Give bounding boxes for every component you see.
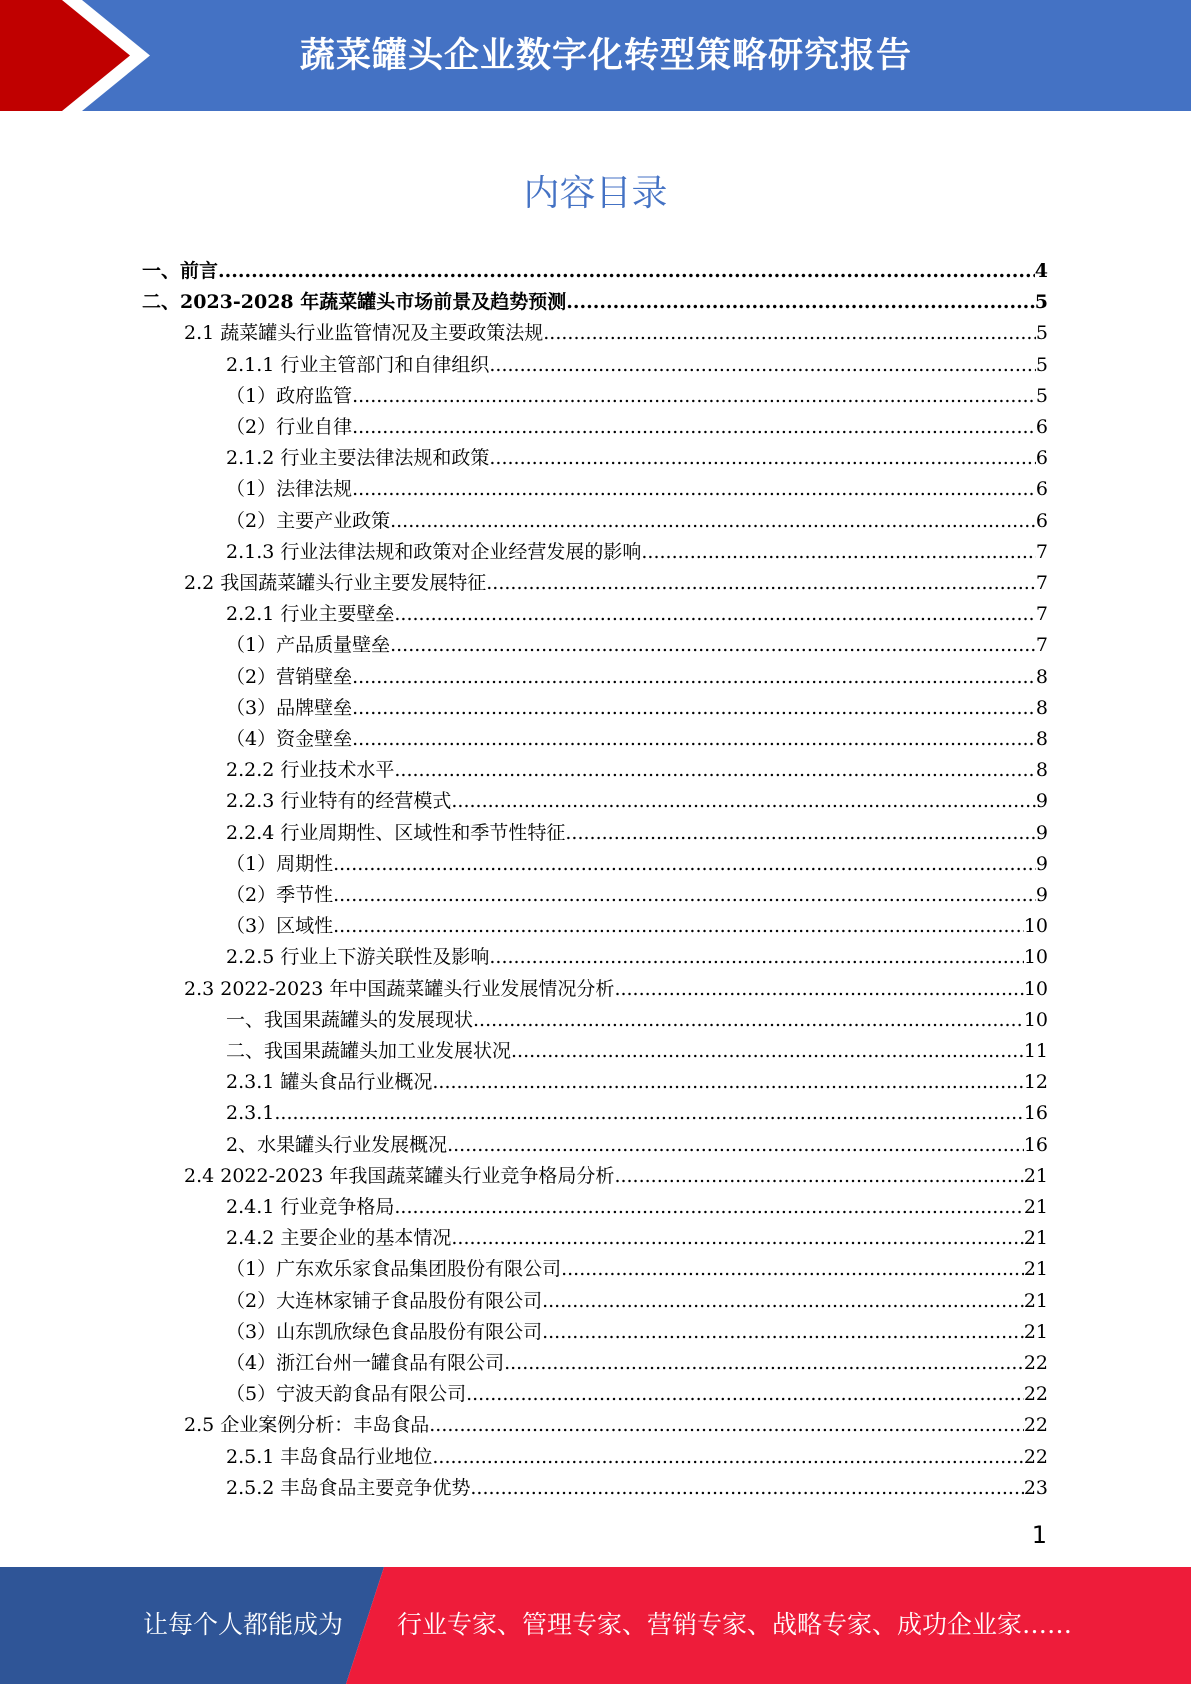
header-chevron-decoration — [0, 0, 160, 111]
toc-entry[interactable] — [226, 845, 1048, 876]
toc-entry-label: 2.2.1 行业主要壁垒 — [226, 603, 395, 626]
toc-entry-label: 2.4.1 行业竞争格局 — [226, 1196, 395, 1218]
toc-entry[interactable] — [226, 689, 1048, 720]
toc-entry-page: 21 — [1023, 1289, 1048, 1312]
toc-entry-label: 2.3.1 — [226, 1102, 275, 1125]
toc-entry-label: 2.2 我国蔬菜罐头行业主要发展特征 — [184, 572, 487, 594]
page-number: 1 — [1031, 1521, 1047, 1549]
toc-leader-dots — [486, 571, 1036, 595]
toc-entry-label: 2.5.2 丰岛食品主要竞争优势 — [226, 1476, 471, 1499]
toc-leader-dots — [390, 633, 1036, 657]
toc-leader-dots — [432, 1070, 1023, 1094]
toc-entry-page: 12 — [1023, 1071, 1048, 1094]
toc-entry-label: （1）周期性 — [226, 852, 334, 875]
toc-entry-page: 5 — [1035, 322, 1048, 345]
toc-entry[interactable] — [226, 907, 1048, 938]
toc-entry[interactable] — [226, 1188, 1048, 1219]
toc-leader-dots — [429, 1413, 1024, 1437]
toc-entry-page: 9 — [1035, 821, 1048, 844]
toc-entry-page: 10 — [1023, 915, 1048, 938]
toc-entry-page: 5 — [1035, 384, 1048, 407]
toc-entry-page: 22 — [1023, 1383, 1048, 1406]
toc-entry[interactable] — [226, 470, 1048, 501]
toc-entry-page: 21 — [1023, 1164, 1048, 1187]
toc-entry[interactable] — [226, 782, 1048, 813]
toc-heading: 内容目录 — [523, 173, 668, 214]
toc-entry-label: （4）资金壁垒 — [226, 728, 353, 750]
toc-entry-page: 11 — [1023, 1040, 1048, 1062]
toc-entry[interactable] — [226, 439, 1048, 470]
toc-leader-dots — [394, 602, 1036, 626]
toc-leader-dots — [352, 696, 1036, 720]
toc-entry[interactable] — [226, 1344, 1048, 1375]
toc-entry[interactable] — [226, 1313, 1048, 1344]
toc-entry[interactable] — [226, 938, 1048, 969]
footer-band — [0, 1567, 1191, 1684]
toc-entry-page: 16 — [1023, 1102, 1048, 1125]
toc-leader-dots — [470, 1476, 1023, 1500]
toc-entry[interactable] — [226, 533, 1048, 564]
toc-entry-label: 2.1 蔬菜罐头行业监管情况及主要政策法规 — [184, 322, 544, 345]
toc-leader-dots — [218, 259, 1035, 283]
toc-entry[interactable] — [184, 1157, 1048, 1188]
toc-entry[interactable] — [142, 283, 1048, 314]
toc-leader-dots — [394, 758, 1036, 782]
toc-entry[interactable] — [184, 970, 1048, 1001]
toc-entry[interactable] — [184, 564, 1048, 595]
header-band — [0, 0, 1191, 111]
toc-leader-dots — [489, 353, 1036, 377]
toc-entry[interactable] — [226, 658, 1048, 689]
toc-entry-label: （3）品牌壁垒 — [226, 696, 353, 719]
toc-leader-dots — [333, 883, 1036, 907]
toc-leader-dots — [489, 446, 1036, 470]
toc-leader-dots — [352, 665, 1036, 689]
toc-entry-label: 二、我国果蔬罐头加工业发展状况 — [226, 1040, 512, 1062]
toc-entry-label: 一、我国果蔬罐头的发展现状 — [226, 1008, 474, 1031]
toc-leader-dots — [352, 727, 1036, 751]
toc-entry-page: 9 — [1035, 852, 1048, 875]
toc-leader-dots — [352, 477, 1036, 501]
toc-entry-label: 2.2.4 行业周期性、区域性和季节性特征 — [226, 821, 566, 844]
toc-entry-page: 8 — [1035, 728, 1048, 750]
toc-leader-dots — [614, 977, 1023, 1001]
toc-leader-dots — [542, 1289, 1024, 1313]
toc-entry-label: 2.5 企业案例分析：丰岛食品 — [184, 1414, 430, 1437]
toc-entry-label: 2、水果罐头行业发展概况 — [226, 1133, 448, 1156]
toc-leader-dots — [466, 1382, 1024, 1406]
toc-leader-dots — [614, 1164, 1023, 1188]
toc-entry-page: 8 — [1035, 665, 1048, 688]
toc-leader-dots — [511, 1039, 1024, 1063]
toc-entry-page: 5 — [1035, 353, 1048, 376]
toc-entry[interactable] — [226, 595, 1048, 626]
toc-entry[interactable] — [226, 408, 1048, 439]
toc-leader-dots — [565, 821, 1036, 845]
toc-entry-label: （2）营销壁垒 — [226, 665, 353, 688]
footer-slogan-left: 让每个人都能成为 — [143, 1610, 344, 1639]
toc-entry-page: 21 — [1023, 1320, 1048, 1343]
toc-entry-label: （2）季节性 — [226, 884, 334, 906]
toc-entry-page: 9 — [1035, 790, 1048, 813]
toc-entry[interactable] — [226, 1375, 1048, 1406]
toc-entry-label: 2.1.3 行业法律法规和政策对企业经营发展的影响 — [226, 540, 642, 563]
toc-entry[interactable] — [226, 814, 1048, 845]
toc-leader-dots — [542, 1320, 1024, 1344]
toc-entry-label: 2.1.1 行业主管部门和自律组织 — [226, 353, 490, 376]
toc-entry-page: 10 — [1023, 946, 1048, 969]
toc-entry-label: （3）区域性 — [226, 915, 334, 938]
toc-leader-dots — [432, 1445, 1023, 1469]
toc-entry[interactable] — [226, 1438, 1048, 1469]
toc-leader-dots — [390, 509, 1036, 533]
toc-entry-label: 2.5.1 丰岛食品行业地位 — [226, 1445, 433, 1468]
toc-entry-page: 10 — [1023, 1008, 1048, 1031]
toc-entry-page: 7 — [1035, 603, 1048, 626]
toc-entry-label: （4）浙江台州一罐食品有限公司 — [226, 1352, 505, 1374]
toc-leader-dots — [352, 415, 1036, 439]
toc-entry-label: 2.2.2 行业技术水平 — [226, 759, 395, 782]
toc-leader-dots — [333, 914, 1024, 938]
toc-leader-dots — [451, 1226, 1023, 1250]
toc-entry-page: 6 — [1035, 478, 1048, 501]
toc-leader-dots — [333, 852, 1036, 876]
toc-entry-page: 21 — [1023, 1258, 1048, 1281]
toc-entry-label: （1）政府监管 — [226, 384, 353, 407]
toc-entry[interactable] — [184, 1406, 1048, 1437]
toc-entry-label: （2）主要产业政策 — [226, 509, 391, 532]
toc-entry-page: 5 — [1034, 291, 1048, 314]
toc-entry[interactable] — [226, 1282, 1048, 1313]
toc-leader-dots — [504, 1351, 1024, 1375]
toc-entry-label: 2.4 2022-2023 年我国蔬菜罐头行业竞争格局分析 — [184, 1164, 615, 1187]
toc-leader-dots — [274, 1101, 1023, 1125]
toc-entry-page: 10 — [1023, 977, 1048, 1000]
toc-leader-dots — [566, 290, 1035, 314]
toc-entry[interactable] — [226, 1250, 1048, 1281]
toc-entry-label: 二、2023-2028 年蔬菜罐头市场前景及趋势预测 — [142, 291, 567, 314]
footer-slogan-right: 行业专家、管理专家、营销专家、战略专家、成功企业家…… — [397, 1610, 1073, 1639]
toc-entry-page: 21 — [1023, 1227, 1048, 1250]
toc-entry[interactable] — [184, 314, 1048, 345]
toc-leader-dots — [543, 321, 1036, 345]
toc-entry-page: 22 — [1023, 1352, 1048, 1374]
toc-entry[interactable] — [226, 1126, 1048, 1157]
toc-entry-page: 4 — [1034, 260, 1048, 282]
toc-entry-label: （1）广东欢乐家食品集团股份有限公司 — [226, 1258, 562, 1281]
toc-entry-page: 8 — [1035, 696, 1048, 719]
toc-entry-page: 7 — [1035, 634, 1048, 657]
toc-leader-dots — [641, 540, 1036, 564]
toc-entry-page: 6 — [1035, 416, 1048, 438]
toc-entry[interactable] — [226, 876, 1048, 907]
toc-entry-page: 22 — [1023, 1445, 1048, 1468]
toc-entry-label: 2.1.2 行业主要法律法规和政策 — [226, 447, 490, 470]
toc-entry-page: 8 — [1035, 759, 1048, 782]
toc-entry-page: 6 — [1035, 447, 1048, 470]
toc-entry-label: （3）山东凯欣绿色食品股份有限公司 — [226, 1320, 543, 1343]
toc-entry[interactable] — [226, 502, 1048, 533]
toc-entry-page: 21 — [1023, 1196, 1048, 1218]
toc-leader-dots — [352, 384, 1036, 408]
toc-entry[interactable] — [226, 720, 1048, 751]
toc-leader-dots — [451, 789, 1036, 813]
toc-entry-label: 2.3.1 罐头食品行业概况 — [226, 1071, 433, 1094]
toc-entry[interactable] — [226, 1469, 1048, 1500]
toc-entry[interactable] — [226, 1219, 1048, 1250]
toc-entry-label: （1）产品质量壁垒 — [226, 634, 391, 657]
toc-entry-page: 16 — [1023, 1133, 1048, 1156]
toc-entry[interactable] — [226, 1063, 1048, 1094]
toc-leader-dots — [447, 1133, 1024, 1157]
toc-entry-label: 2.4.2 主要企业的基本情况 — [226, 1227, 452, 1250]
toc-entry-page: 6 — [1035, 509, 1048, 532]
toc-entry-label: （1）法律法规 — [226, 478, 353, 501]
toc-entry[interactable] — [226, 1001, 1048, 1032]
toc-entry-label: （2）大连林家铺子食品股份有限公司 — [226, 1289, 543, 1312]
toc-entry-page: 22 — [1023, 1414, 1048, 1437]
toc-entry-label: 2.2.3 行业特有的经营模式 — [226, 790, 452, 813]
toc-entry[interactable] — [226, 1094, 1048, 1125]
toc-entry-label: （2）行业自律 — [226, 416, 353, 438]
toc-entry-label: （5）宁波天韵食品有限公司 — [226, 1383, 467, 1406]
toc-leader-dots — [473, 1008, 1024, 1032]
report-title: 蔬菜罐头企业数字化转型策略研究报告 — [300, 36, 913, 76]
toc-leader-dots — [561, 1257, 1024, 1281]
toc-entry-page: 7 — [1035, 572, 1048, 594]
toc-leader-dots — [394, 1195, 1023, 1219]
toc-entry-label: 2.3 2022-2023 年中国蔬菜罐头行业发展情况分析 — [184, 977, 615, 1000]
toc-entry[interactable] — [226, 1032, 1048, 1063]
toc-entry-label: 一、前言 — [142, 260, 219, 282]
toc-entry[interactable] — [226, 751, 1048, 782]
toc-entry-label: 2.2.5 行业上下游关联性及影响 — [226, 946, 490, 969]
toc-entry-page: 23 — [1023, 1476, 1048, 1499]
toc-entry[interactable] — [142, 252, 1048, 283]
toc-entry[interactable] — [226, 377, 1048, 408]
toc-entry-page: 7 — [1035, 540, 1048, 563]
toc-entry[interactable] — [226, 626, 1048, 657]
toc-entry-page: 9 — [1035, 884, 1048, 906]
toc-leader-dots — [489, 945, 1023, 969]
toc-entry[interactable] — [226, 346, 1048, 377]
